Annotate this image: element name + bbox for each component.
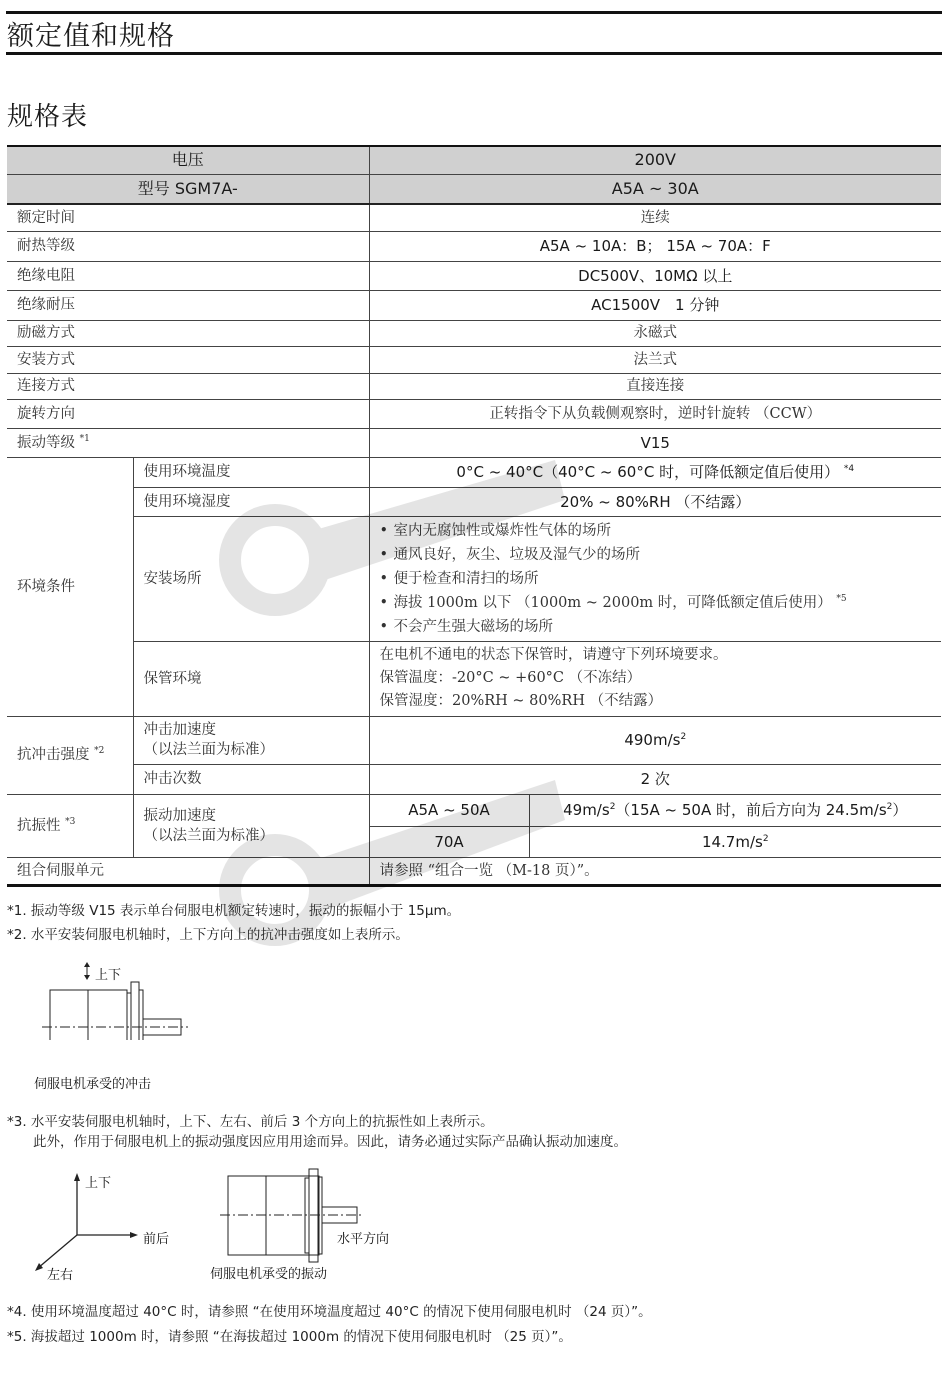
voltage-label: 电压 <box>7 146 369 174</box>
row-label: 连接方式 <box>7 373 369 399</box>
shock-count-label: 冲击次数 <box>133 764 369 794</box>
env-storage-row <box>7 641 941 716</box>
combo-value: 请参照 “组合一览 （M-18 页）”。 <box>369 857 941 885</box>
vibration-model: 70A <box>369 826 529 857</box>
table-row <box>7 320 941 346</box>
voltage-value: 200V <box>369 146 941 174</box>
row-value: 直接连接 <box>369 373 941 399</box>
row-label: 耐热等级 <box>7 231 369 261</box>
table-row <box>7 428 941 457</box>
footnote-ref: *5 <box>836 593 847 604</box>
table-row <box>7 231 941 261</box>
spec-table <box>7 145 941 887</box>
table-row <box>7 346 941 373</box>
env-location-row <box>7 516 941 641</box>
table-row <box>7 399 941 428</box>
shock-accel-value: $490m/s^2$ <box>369 716 941 764</box>
title-underline <box>6 52 942 55</box>
footnote-ref: *1 <box>79 433 90 444</box>
list-item: • 通风良好，灰尘、垃圾及湿气少的场所 <box>380 543 931 567</box>
model-label: 型号 SGM7A- <box>7 174 369 204</box>
env-humidity-label: 使用环境湿度 <box>133 487 369 516</box>
vibration-accel-label: 振动加速度 （以法兰面为标准） <box>133 794 369 857</box>
subsection-title: 规格表 <box>7 102 89 132</box>
model-value: A5A ~ 30A <box>369 174 941 204</box>
row-label: 额定时间 <box>7 204 369 231</box>
table-row <box>7 204 941 231</box>
motor-vibration-diagram <box>215 1165 375 1265</box>
row-label: 励磁方式 <box>7 320 369 346</box>
shock-count-value: 2 次 <box>369 764 941 794</box>
table-row <box>7 373 941 399</box>
row-value: DC500V、10MΩ 以上 <box>369 261 941 290</box>
env-humidity-row <box>7 487 941 516</box>
env-storage-text: 在电机不通电的状态下保管时，请遵守下列环境要求。 保管温度：-20°C ~ +60°C （不冻结） 保管湿度：20%RH ~ 80%RH （不结露） <box>369 641 941 716</box>
list-item: • 室内无腐蚀性或爆炸性气体的场所 <box>380 519 931 543</box>
section-title: 额定值和规格 <box>7 21 175 52</box>
footnote-1: *1. 振动等级 V15 表示单台伺服电机额定转速时，振动的振幅小于 15μm。 <box>7 903 461 919</box>
env-group-label: 环境条件 <box>7 457 133 716</box>
env-temp-row <box>7 457 941 487</box>
row-value: 永磁式 <box>369 320 941 346</box>
table-row <box>7 290 941 320</box>
vibration-value: $49m/s^2(15A$ ~ 50A 时，前后方向为 $24.5m/s^2$） <box>529 794 941 826</box>
env-temp-label: 使用环境温度 <box>133 457 369 487</box>
row-value: A5A ~ 10A：B； 15A ~ 70A：F <box>369 231 941 261</box>
horizontal-direction-label: 水平方向 <box>337 1232 390 1247</box>
row-value: 正转指令下从负载侧观察时，逆时针旋转 （CCW） <box>369 399 941 428</box>
vibration-caption: 伺服电机承受的振动 <box>210 1267 328 1282</box>
env-location-label: 安装场所 <box>133 516 369 641</box>
env-humidity-value: 20% ~ 80%RH （不结露） <box>369 487 941 516</box>
combo-row <box>7 857 941 885</box>
row-label: 绝缘电阻 <box>7 261 369 290</box>
footnote-5: *5. 海拔超过 1000m 时，请参照 “在海拔超过 1000m 的情况下使用伺服电机时 （25 页）”。 <box>7 1329 572 1345</box>
row-label: 安装方式 <box>7 346 369 373</box>
row-label: 振动等级 $^{*1}$ <box>7 428 369 457</box>
shock-accel-row <box>7 716 941 764</box>
shock-direction-label: 上下 <box>95 968 122 983</box>
row-value: 连续 <box>369 204 941 231</box>
vibration-group-label: 抗振性 $^{*3}$ <box>7 794 133 857</box>
row-value: 法兰式 <box>369 346 941 373</box>
axis-front-back-label: 前后 <box>143 1232 170 1247</box>
row-value: AC1500V 1 分钟 <box>369 290 941 320</box>
shock-group-label: 抗冲击强度 $^{*2}$ <box>7 716 133 794</box>
shock-caption: 伺服电机承受的冲击 <box>34 1077 152 1092</box>
table-row <box>7 261 941 290</box>
env-temp-value: 0°C ~ 40°C（40°C ~ 60°C 时，可降低额定值后使用） $^{*4}$ <box>369 457 941 487</box>
row-label: 旋转方向 <box>7 399 369 428</box>
axis-up-label: 上下 <box>85 1176 112 1191</box>
footnote-2: *2. 水平安装伺服电机轴时，上下方向上的抗冲击强度如上表所示。 <box>7 927 409 943</box>
env-location-list <box>369 516 941 641</box>
model-row <box>7 174 941 204</box>
vibration-row <box>7 794 941 826</box>
footnote-ref: *4 <box>843 464 855 474</box>
shock-accel-label: 冲击加速度 （以法兰面为标准） <box>133 716 369 764</box>
list-item: • 便于检查和清扫的场所 <box>380 567 931 591</box>
row-label: 绝缘耐压 <box>7 290 369 320</box>
list-item: • 海拔 1000m 以下 （1000m ~ 2000m 时，可降低额定值后使用） $^{*5}$ <box>380 591 931 615</box>
vibration-value: $14.7m/s^2$ <box>529 826 941 857</box>
axis-left-right-label: 左右 <box>47 1268 74 1283</box>
footnote-4: *4. 使用环境温度超过 40°C 时，请参照 “在使用环境温度超过 40°C 的情况下使用伺服电机时 （24 页）”。 <box>7 1304 652 1320</box>
voltage-row <box>7 146 941 174</box>
vibration-model: A5A ~ 50A <box>369 794 529 826</box>
env-storage-label: 保管环境 <box>133 641 369 716</box>
list-item: • 不会产生强大磁场的场所 <box>380 615 931 639</box>
row-value: V15 <box>369 428 941 457</box>
combo-label: 组合伺服单元 <box>7 857 369 885</box>
shock-count-row <box>7 764 941 794</box>
footnote-3: *3. 水平安装伺服电机轴时，上下、左右、前后 3 个方向上的抗振性如上表所示。 此外，作用于伺服电机上的振动强度因应用用途而异。因此，请务必通过实际产品确认振动加速度。 <box>7 1114 627 1150</box>
